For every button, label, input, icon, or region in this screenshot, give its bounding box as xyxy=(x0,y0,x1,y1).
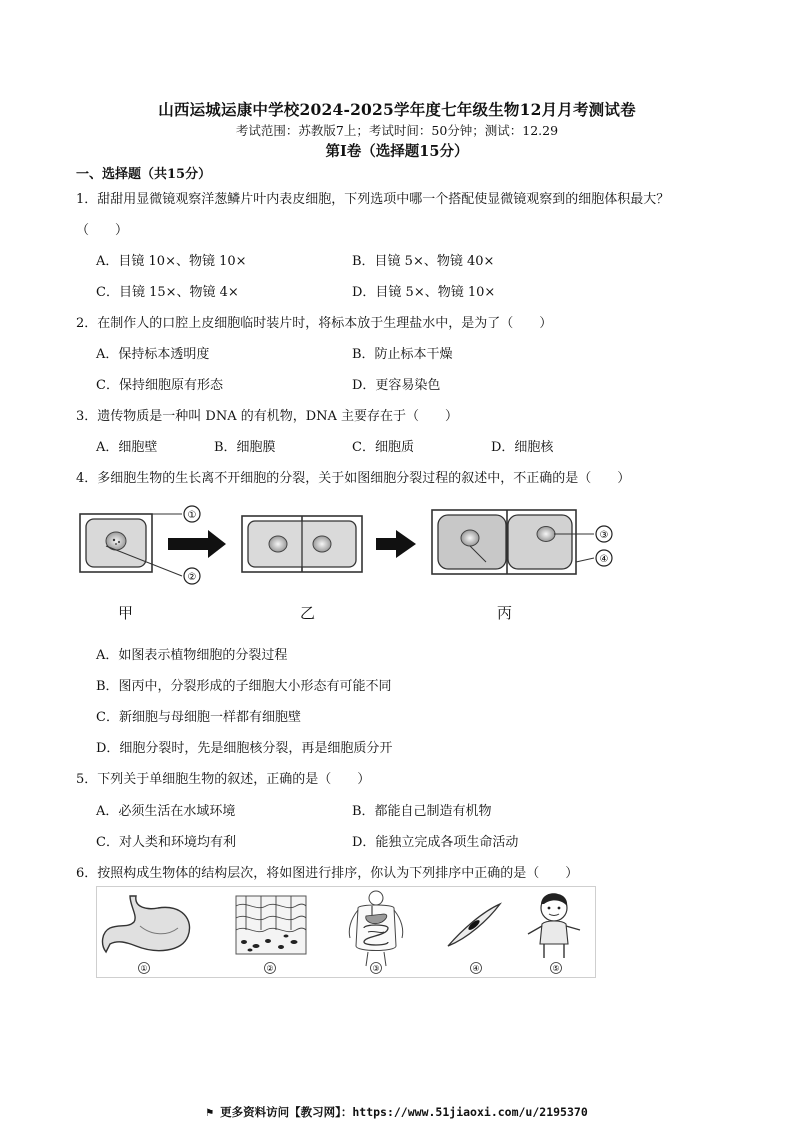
question-4-option-d: D．细胞分裂时，先是细胞核分裂，再是细胞质分开 xyxy=(96,741,393,756)
question-4-option-a: A．如图表示植物细胞的分裂过程 xyxy=(96,648,288,663)
question-5-option-d: D．能独立完成各项生命活动 xyxy=(352,835,519,850)
question-2-option-a: A．保持标本透明度 xyxy=(96,347,210,362)
arrow-icon xyxy=(168,530,226,558)
figure-label-bing: 丙 xyxy=(497,604,513,622)
stomach-icon xyxy=(103,896,190,952)
question-3-option-a: A．细胞壁 xyxy=(96,440,158,455)
question-6-stem: 6．按照构成生物体的结构层次，将如图进行排序，你认为下列排序中正确的是（ ） xyxy=(76,866,579,881)
callout-3: ③ xyxy=(599,530,609,541)
figure6-label-2: ② xyxy=(266,964,274,973)
question-4-option-b: B．图丙中，分裂形成的子细胞大小形态有可能不同 xyxy=(96,679,392,694)
question-1-option-d: D．目镜 5×、物镜 10× xyxy=(352,285,496,300)
question-1-stem: 1．甜甜用显微镜观察洋葱鳞片叶内表皮细胞，下列选项中哪一个搭配使显微镜观察到的细胞体积最大？ xyxy=(76,192,670,207)
question-4-option-c: C．新细胞与母细胞一样都有细胞壁 xyxy=(96,710,301,725)
cell-division-figure xyxy=(76,500,636,590)
question-5-option-b: B．都能自己制造有机物 xyxy=(352,804,492,819)
figure-label-jia: 甲 xyxy=(118,604,134,622)
figure-label-yi: 乙 xyxy=(300,604,316,622)
exam-subtitle: 考试范围：苏教版7上；考试时间：50分钟；测试：12.29 xyxy=(235,123,559,138)
footer xyxy=(0,1104,794,1120)
tissue-icon xyxy=(236,896,306,954)
digestive-system-icon xyxy=(349,891,402,966)
question-1-option-a: A．目镜 10×、物镜 10× xyxy=(96,254,247,269)
arrow-icon xyxy=(376,530,416,558)
question-1-option-b: B．目镜 5×、物镜 40× xyxy=(352,254,495,269)
section-title: 一、选择题（共15分） xyxy=(76,167,212,182)
cell-icon xyxy=(448,904,500,946)
cell-bing xyxy=(432,510,594,574)
child-icon xyxy=(528,893,580,958)
question-5-option-c: C．对人类和环境均有利 xyxy=(96,835,236,850)
flag-icon: ⚑ xyxy=(206,1105,221,1119)
callout-4: ④ xyxy=(599,554,609,565)
question-3-option-d: D．细胞核 xyxy=(491,440,554,455)
question-3-option-b: B．细胞膜 xyxy=(214,440,276,455)
footer-link[interactable]: 更多资料访问【教习网】：https://www.51jiaoxi.com/u/2195370 xyxy=(220,1105,588,1119)
question-2-option-b: B．防止标本干燥 xyxy=(352,347,453,362)
figure6-label-1: ① xyxy=(140,964,148,973)
figure6-label-5: ⑤ xyxy=(552,964,560,973)
question-2-option-c: C．保持细胞原有形态 xyxy=(96,378,223,393)
callout-2: ② xyxy=(187,572,197,583)
cell-yi xyxy=(242,516,362,572)
exam-title: 山西运城运康中学校2024-2025学年度七年级生物12月月考测试卷 xyxy=(158,100,636,119)
question-1-option-c: C．目镜 15×、物镜 4× xyxy=(96,285,239,300)
figure6-label-4: ④ xyxy=(472,964,480,973)
structure-levels-figure xyxy=(96,886,596,978)
question-3-option-c: C．细胞质 xyxy=(352,440,414,455)
cell-jia xyxy=(80,514,182,576)
callout-1: ① xyxy=(187,510,197,521)
part-title: 第Ⅰ卷（选择题15分） xyxy=(325,143,469,160)
question-2-option-d: D．更容易染色 xyxy=(352,378,441,393)
question-4-stem: 4．多细胞生物的生长离不开细胞的分裂，关于如图细胞分裂过程的叙述中，不正确的是（ ） xyxy=(76,471,631,486)
question-2-stem: 2．在制作人的口腔上皮细胞临时装片时，将标本放于生理盐水中，是为了（ ） xyxy=(76,316,553,331)
question-3-stem: 3．遗传物质是一种叫 DNA 的有机物，DNA 主要存在于（ ） xyxy=(76,409,459,424)
question-5-option-a: A．必须生活在水域环境 xyxy=(96,804,236,819)
figure6-label-3: ③ xyxy=(372,964,380,973)
question-5-stem: 5．下列关于单细胞生物的叙述，正确的是（ ） xyxy=(76,772,371,787)
question-1-stem-cont: （ ） xyxy=(76,223,129,238)
